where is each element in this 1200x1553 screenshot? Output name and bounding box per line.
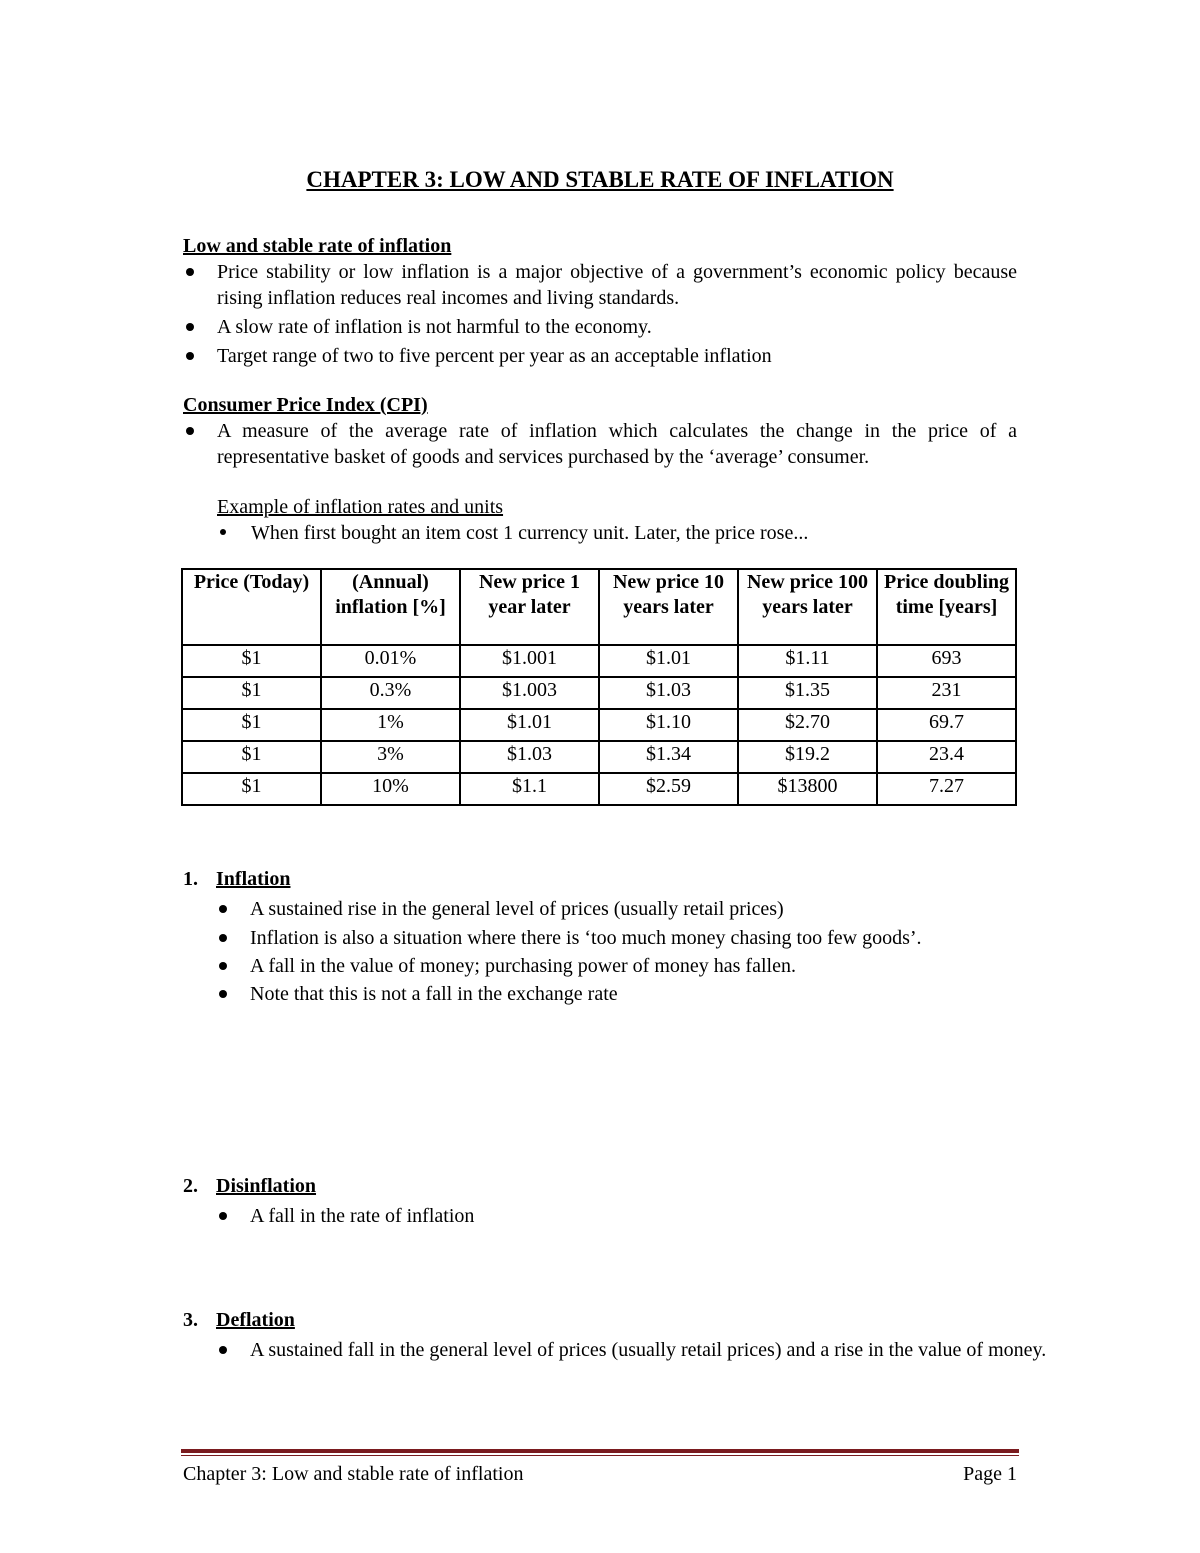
list-item: A sustained rise in the general level of prices (usually retail prices) [216, 896, 1050, 922]
section-heading-cpi: Consumer Price Index (CPI) [183, 394, 428, 416]
list-item: Price stability or low inflation is a major objective of a government’s economic policy because rising inflation reduces real incomes and living standards. [183, 259, 1017, 311]
table-cell: 231 [877, 677, 1016, 709]
list-item: A measure of the average rate of inflation which calculates the change in the price of a representative basket of goods and services purchased by the ‘average’ consumer. [183, 418, 1017, 470]
footer-chapter-title: Chapter 3: Low and stable rate of inflation [183, 1463, 524, 1485]
table-row [182, 741, 1016, 773]
item-number: 3. [183, 1309, 198, 1331]
column-header: New price 1 year later [460, 569, 599, 645]
table-cell: $1.03 [599, 677, 738, 709]
table-cell: $13800 [738, 773, 877, 805]
list-item: A fall in the value of money; purchasing power of money has fallen. [216, 953, 1050, 979]
item-heading: Disinflation [216, 1175, 317, 1197]
table-cell: $1.35 [738, 677, 877, 709]
page-number: Page 1 [963, 1463, 1017, 1485]
list-item: A slow rate of inflation is not harmful to the economy. [183, 314, 1017, 340]
bullet-list [183, 418, 1017, 470]
column-header: New price 100 years later [738, 569, 877, 645]
table-row [182, 645, 1016, 677]
table-cell: $1.01 [599, 645, 738, 677]
column-header: (Annual) inflation [%] [321, 569, 460, 645]
item-heading: Inflation [216, 868, 291, 890]
table-cell: $19.2 [738, 741, 877, 773]
table-cell: 23.4 [877, 741, 1016, 773]
column-header: New price 10 years later [599, 569, 738, 645]
item-number: 1. [183, 868, 198, 890]
table-cell: 0.01% [321, 645, 460, 677]
section-low-stable [183, 233, 1017, 369]
table-cell: $1.01 [460, 709, 599, 741]
section-cpi [183, 392, 1017, 546]
table-header-row [182, 569, 1016, 645]
item-number: 2. [183, 1175, 198, 1197]
table-cell: $1.03 [460, 741, 599, 773]
document-page [183, 0, 1047, 1361]
table-cell: $1.10 [599, 709, 738, 741]
column-header: Price (Today) [182, 569, 321, 645]
table-cell: $1 [182, 645, 321, 677]
list-item: When first bought an item cost 1 currency unit. Later, the price rose... [217, 520, 1017, 546]
table-cell: $1.11 [738, 645, 877, 677]
table-cell: 1% [321, 709, 460, 741]
bullet-list [216, 1337, 1050, 1363]
footer-rule-thin [181, 1455, 1019, 1456]
table-cell: 10% [321, 773, 460, 805]
list-item: A sustained fall in the general level of prices (usually retail prices) and a rise in the value of money. [216, 1337, 1050, 1363]
table-cell: 0.3% [321, 677, 460, 709]
table-cell: $1 [182, 677, 321, 709]
table-cell: 7.27 [877, 773, 1016, 805]
bullet-list [183, 259, 1017, 369]
footer-rule [181, 1449, 1019, 1453]
list-item: A fall in the rate of inflation [216, 1203, 1050, 1229]
table-cell: $1.34 [599, 741, 738, 773]
table-cell: 693 [877, 645, 1016, 677]
table-cell: $2.59 [599, 773, 738, 805]
table-cell: $1.1 [460, 773, 599, 805]
table-row [182, 709, 1016, 741]
page-title: CHAPTER 3: LOW AND STABLE RATE OF INFLATION [306, 167, 894, 192]
numbered-item-disinflation [183, 1173, 1050, 1229]
numbered-item-deflation [183, 1307, 1050, 1363]
example-heading: Example of inflation rates and units [217, 496, 504, 518]
inflation-table [181, 568, 1017, 806]
column-header: Price doubling time [years] [877, 569, 1016, 645]
table-cell: $2.70 [738, 709, 877, 741]
table-row [182, 773, 1016, 805]
table-cell: 3% [321, 741, 460, 773]
table-cell: $1 [182, 773, 321, 805]
numbered-item-inflation [183, 866, 1050, 1007]
bullet-list [216, 896, 1050, 1007]
list-item: Inflation is also a situation where there is ‘too much money chasing too few goods’. [216, 925, 1050, 951]
table-cell: 69.7 [877, 709, 1016, 741]
example-block [183, 494, 1017, 546]
table-cell: $1 [182, 709, 321, 741]
list-item: Note that this is not a fall in the exchange rate [216, 981, 1050, 1007]
table-cell: $1.003 [460, 677, 599, 709]
section-heading-low-stable: Low and stable rate of inflation [183, 235, 452, 257]
table-cell: $1 [182, 741, 321, 773]
list-item: Target range of two to five percent per year as an acceptable inflation [183, 343, 1017, 369]
item-heading: Deflation [216, 1309, 295, 1331]
example-list [217, 520, 1017, 546]
bullet-list [216, 1203, 1050, 1229]
table-cell: $1.001 [460, 645, 599, 677]
table-row [182, 677, 1016, 709]
